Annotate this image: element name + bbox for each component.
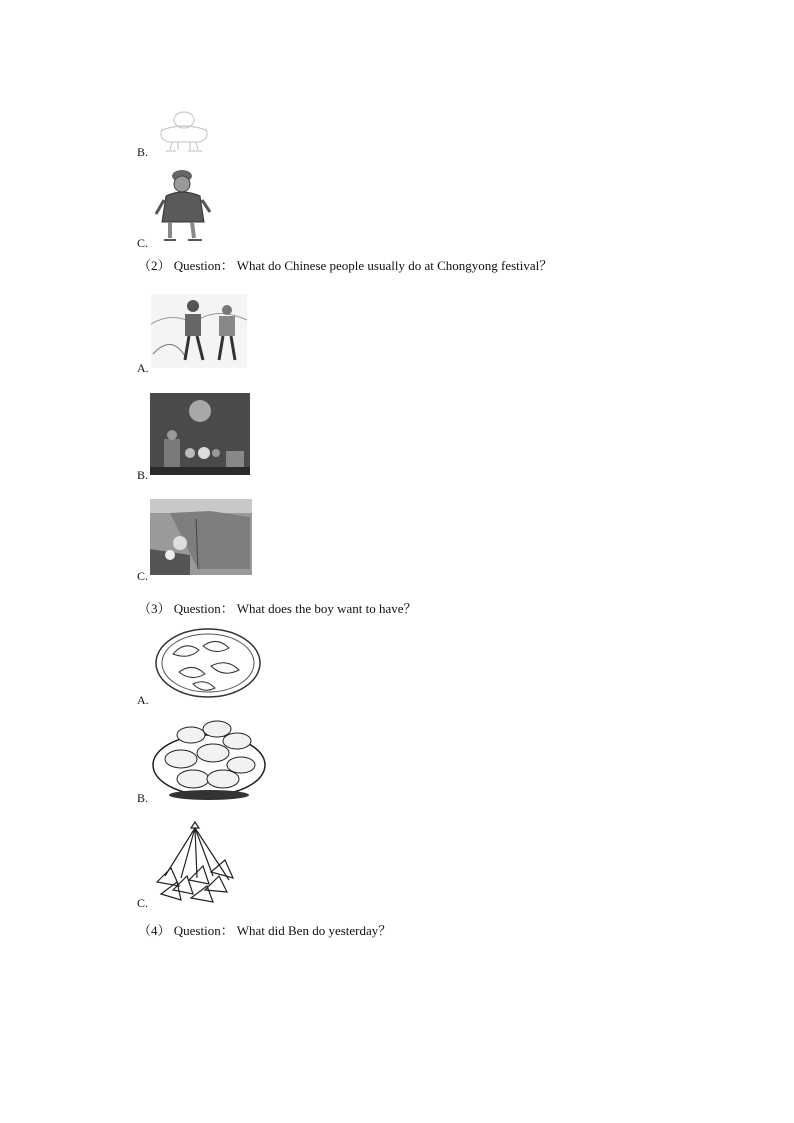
option-label: A.: [137, 693, 149, 707]
boat-tent-icon: [150, 499, 252, 575]
mooncakes-plate-icon: [151, 715, 267, 801]
ghost-figure-icon: [154, 108, 214, 154]
option-label: C.: [137, 896, 149, 910]
question-text: What does the boy want to have？: [236, 601, 417, 616]
old-man-figure-icon: [152, 166, 216, 244]
question-number: （4）: [138, 923, 171, 938]
option-label: B.: [137, 468, 149, 482]
mountain-climbing-icon: [151, 294, 247, 368]
question-line: [138, 258, 552, 274]
option-label: A.: [137, 361, 149, 375]
option-label: C.: [137, 236, 149, 250]
moon-watching-family-icon: [150, 393, 250, 475]
question-text: What did Ben do yesterday？: [236, 923, 392, 938]
question-number: （3）: [138, 601, 171, 616]
option-label: B.: [137, 145, 149, 159]
question-prefix: Question：: [173, 601, 234, 616]
question-text: What do Chinese people usually do at Chongyong festival？: [236, 258, 553, 273]
zongzi-bundle-icon: [151, 820, 237, 904]
question-line: [138, 601, 417, 617]
option-label: C.: [137, 569, 149, 583]
question-line: [138, 923, 391, 939]
option-label: B.: [137, 791, 149, 805]
dumplings-plate-icon: [153, 626, 263, 700]
question-prefix: Question：: [173, 923, 234, 938]
question-prefix: Question：: [173, 258, 234, 273]
question-number: （2）: [138, 258, 171, 273]
